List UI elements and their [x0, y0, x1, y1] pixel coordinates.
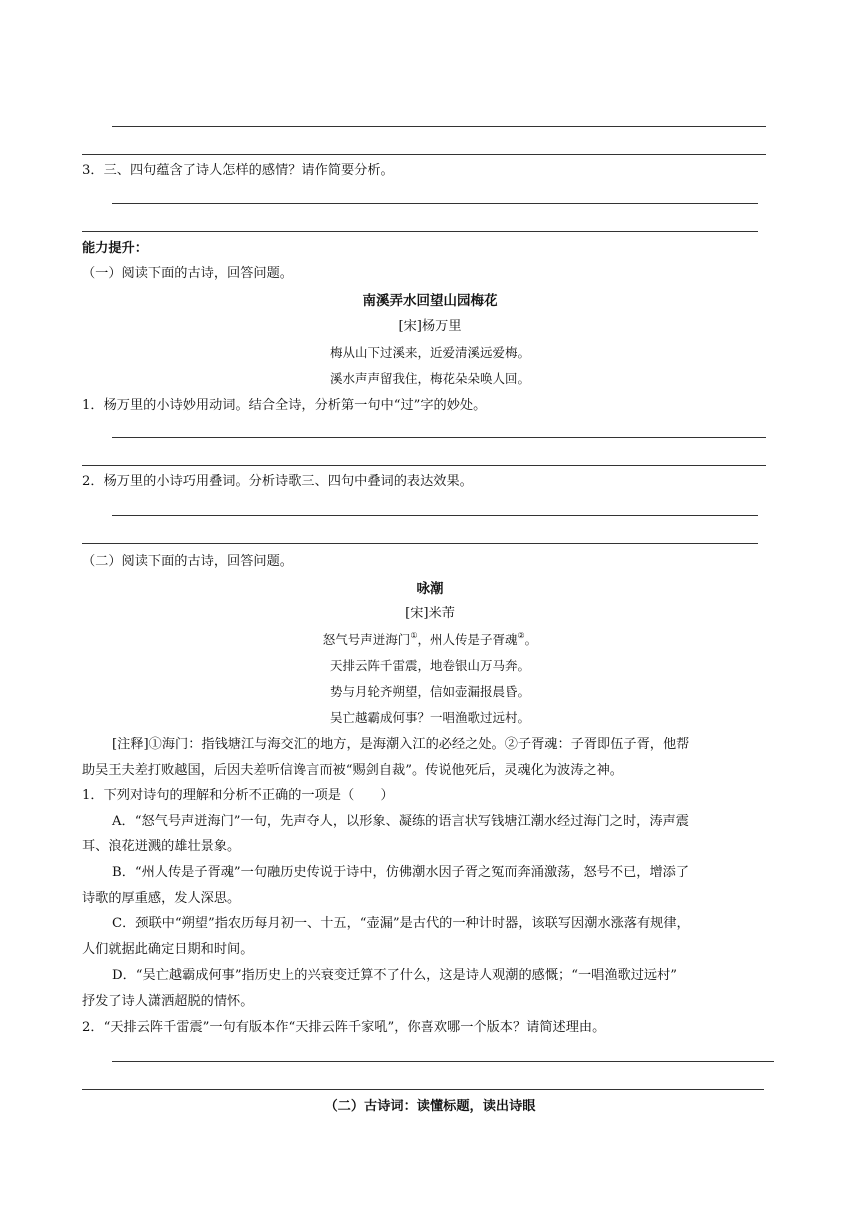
part2-question-1: 1．下列对诗句的理解和分析不正确的一项是（ ）	[82, 788, 394, 803]
option-b-cont: 诗歌的厚重感，发人深思。	[82, 891, 241, 906]
question-3: 3．三、四句蕴含了诗人怎样的感情？请作简要分析。	[82, 163, 394, 178]
answer-line	[112, 203, 758, 204]
note-marker: ①	[410, 631, 418, 640]
note-marker: ②	[517, 631, 525, 640]
option-d-cont: 抒发了诗人潇洒超脱的情怀。	[82, 994, 254, 1009]
poem1-line: 梅从山下过溪来，近爱清溪远爱梅。	[329, 345, 530, 360]
poem2-line-1-part-a: 怒气号声迸海门	[322, 632, 411, 647]
poem2-line-1-part-c: 。	[524, 632, 538, 647]
option-a-cont: 耳、浪花迸溅的雄壮景象。	[82, 839, 241, 854]
option-a: A．“怒气号声迸海门”一句，先声夺人，以形象、凝练的语言状写钱塘江潮水经过海门之时，涛声震	[112, 814, 689, 829]
poem1-title: 南溪弄水回望山园梅花	[362, 293, 498, 309]
answer-line	[112, 126, 766, 127]
option-c: C．颈联中“朔望”指农历每月初一、十五，“壶漏”是古代的一种计时器，该联写因潮水涨落有规律，	[112, 916, 690, 931]
answer-line	[112, 437, 766, 438]
annotation-cont: 助吴王夫差打败越国，后因夫差听信谗言而被“赐剑自裁”。传说他死后，灵魂化为波涛之神。	[82, 763, 623, 778]
answer-line	[82, 154, 766, 155]
answer-line	[82, 1089, 764, 1090]
part1-intro: （一）阅读下面的古诗，回答问题。	[82, 266, 293, 281]
answer-line	[82, 231, 758, 232]
poem2-line: 吴亡越霸成何事？一唱渔歌过远村。	[329, 710, 530, 725]
poem2-author: [宋]米芾	[405, 606, 455, 621]
option-b: B．“州人传是子胥魂”一句融历史传说于诗中，仿佛潮水因子胥之冤而奔涌激荡，怒号不已，增添了	[112, 865, 690, 880]
answer-line	[82, 543, 758, 544]
poem2-line: 势与月轮齐朔望，信如壶漏报晨昏。	[329, 684, 530, 699]
option-d: D．“吴亡越霸成何事”指历史上的兴衰变迁算不了什么，这是诗人观潮的感慨；“一唱渔歌过远村”	[112, 968, 678, 983]
poem2-line-1-part-b: ，州人传是子胥魂	[417, 632, 518, 647]
poem2-title: 咏潮	[416, 581, 444, 597]
answer-line	[112, 1061, 774, 1062]
annotation: [注释]①海门：指钱塘江与海交汇的地方，是海潮入江的必经之处。②子胥魂：子胥即伍子胥，他帮	[112, 737, 690, 752]
poem1-author: [宋]杨万里	[398, 319, 462, 334]
poem2-line: 天排云阵千雷震，地卷银山万马奔。	[329, 658, 530, 673]
part2-intro: （二）阅读下面的古诗，回答问题。	[82, 554, 293, 569]
part1-question-1: 1．杨万里的小诗妙用动词。结合全诗，分析第一句中“过”字的妙处。	[82, 398, 487, 413]
footer-section-heading: （二）古诗词：读懂标题，读出诗眼	[324, 1099, 536, 1114]
poem1-line: 溪水声声留我住，梅花朵朵唤人回。	[329, 371, 530, 386]
part2-question-2: 2．“天排云阵千雷震”一句有版本作“天排云阵千家吼”，你喜欢哪一个版本？请简述理由。	[82, 1020, 606, 1035]
section-heading-ability: 能力提升：	[82, 241, 148, 256]
part1-question-2: 2．杨万里的小诗巧用叠词。分析诗歌三、四句中叠词的表达效果。	[82, 474, 473, 489]
answer-line	[82, 465, 766, 466]
answer-line	[112, 515, 758, 516]
poem2-line-1	[0, 631, 860, 649]
option-c-cont: 人们就据此确定日期和时间。	[82, 942, 254, 957]
